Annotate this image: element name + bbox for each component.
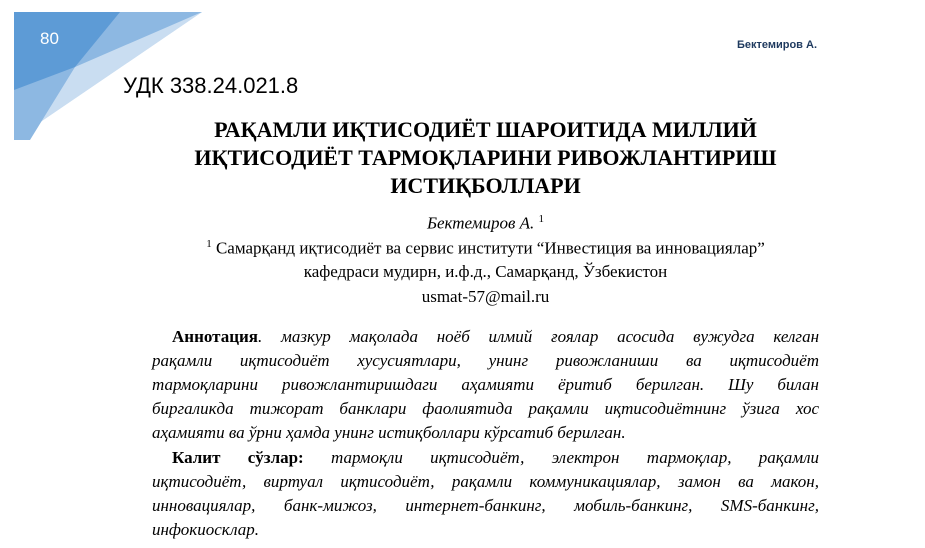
author-sup: 1	[538, 213, 545, 225]
keywords-text: инновациялар, банк-мижоз, интернет-банкинг, мобиль-банкинг, SMS-банкинг,	[152, 496, 819, 515]
abstract-line	[152, 423, 819, 443]
abstract-text: . мазкур мақолада ноёб илмий ғоялар асосида вужудга келган	[258, 327, 819, 346]
abstract-line	[152, 399, 819, 419]
keywords-label: Калит сўзлар:	[172, 448, 304, 467]
abstract-text: тармоқларини ривожлантиришдаги аҳамияти ёритиб берилган. Шу билан	[152, 375, 819, 394]
keywords-text: тармоқли иқтисодиёт, электрон тармоқлар, рақамли	[303, 448, 819, 467]
abstract-label: Аннотация	[172, 327, 258, 346]
page-number: 80	[40, 29, 59, 48]
title-line: РАҚАМЛИ ИҚТИСОДИЁТ ШАРОИТИДА МИЛЛИЙ	[214, 117, 757, 142]
author-email: usmat-57@mail.ru	[421, 287, 550, 306]
affiliation-line: кафедраси мудирн, и.ф.д., Самарқанд, Ўзбекистон	[303, 262, 668, 281]
abstract-line	[172, 327, 819, 347]
affiliation-sup: 1	[206, 238, 212, 250]
running-head: Бектемиров А.	[736, 39, 817, 51]
author-name: Бектемиров А.	[426, 213, 535, 233]
abstract-text: аҳамияти ва ўрни ҳамда унинг истиқболлари кўрсатиб берилган.	[152, 423, 626, 442]
keywords-line	[152, 520, 819, 540]
abstract-line	[152, 351, 819, 371]
author-line	[152, 213, 819, 234]
abstract-text: рақамли иқтисодиёт хусусиятлари, унинг ривожланиши ва иқтисодиёт	[152, 351, 819, 370]
affiliation-text: Самарқанд иқтисодиёт ва сервис институти “Инвестиция ва инновациялар”	[215, 238, 765, 258]
keywords-line	[152, 496, 819, 516]
title-line: ИСТИҚБОЛЛАРИ	[390, 173, 581, 198]
keywords-text: иқтисодиёт, виртуал иқтисодиёт, рақамли коммуникациялар, замон ва макон,	[152, 472, 819, 491]
title-line: ИҚТИСОДИЁТ ТАРМОҚЛАРИНИ РИВОЖЛАНТИРИШ	[194, 145, 777, 170]
abstract-line	[152, 375, 819, 395]
udc-code: УДК 338.24.021.8	[123, 73, 299, 98]
affiliation-line	[152, 238, 819, 259]
abstract-text: биргаликда тижорат банклари фаолиятида рақамли иқтисодиётнинг ўзига хос	[152, 399, 819, 418]
keywords-line	[152, 472, 819, 492]
keywords-text: инфокиосклар.	[152, 520, 259, 539]
keywords-line	[172, 448, 819, 468]
